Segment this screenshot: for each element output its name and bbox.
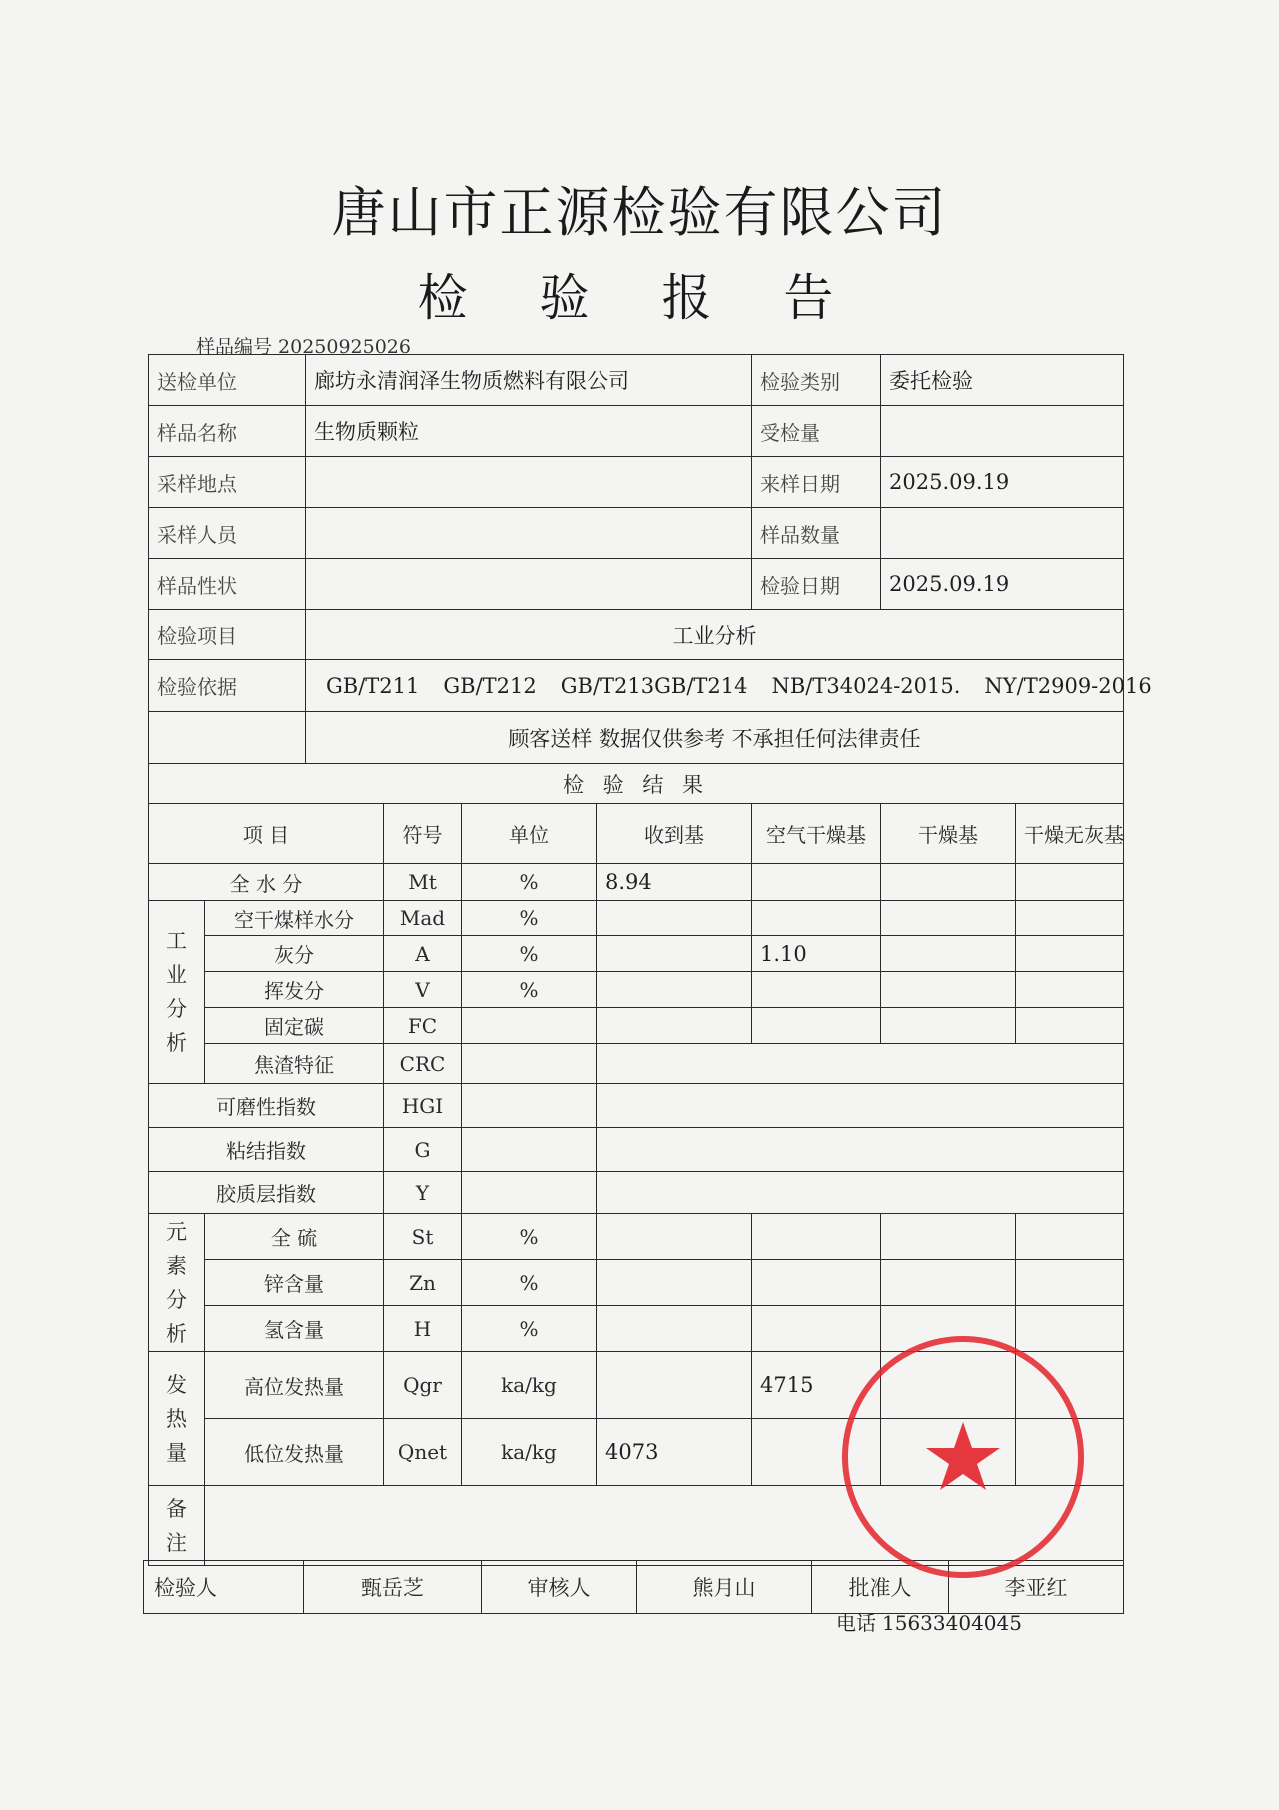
result-symbol: H: [384, 1306, 462, 1352]
result-unit: ka/kg: [462, 1419, 597, 1486]
location-label: 采样地点: [149, 457, 306, 508]
test-date-value: 2025.09.19: [881, 559, 1124, 610]
result-span-value: [597, 1128, 1124, 1172]
info-row-sample-name: [149, 406, 1124, 457]
col-header-dry: 干燥基: [881, 804, 1016, 864]
result-unit: %: [462, 1260, 597, 1306]
result-name: 挥发分: [205, 972, 384, 1008]
result-name: 全 水 分: [149, 864, 384, 901]
result-row: [149, 936, 1124, 972]
result-air-dried: [752, 972, 881, 1008]
result-unit: [462, 1172, 597, 1214]
location-value: [306, 457, 752, 508]
official-seal: [836, 1330, 1090, 1584]
result-symbol: HGI: [384, 1084, 462, 1128]
result-dry-ash-free: [1016, 1260, 1124, 1306]
result-symbol: Y: [384, 1172, 462, 1214]
result-air-dried: [752, 901, 881, 936]
result-unit: %: [462, 972, 597, 1008]
sampler-value: [306, 508, 752, 559]
result-dry-ash-free: [1016, 972, 1124, 1008]
item-value: 工业分析: [306, 610, 1124, 660]
col-header-air-dried: 空气干燥基: [752, 804, 881, 864]
result-air-dried: [752, 864, 881, 901]
result-air-dried: [752, 1214, 881, 1260]
result-symbol: A: [384, 936, 462, 972]
result-row: [149, 972, 1124, 1008]
property-label: 样品性状: [149, 559, 306, 610]
result-unit: [462, 1084, 597, 1128]
result-name: 胶质层指数: [149, 1172, 384, 1214]
col-header-symbol: 符号: [384, 804, 462, 864]
arrival-date-value: 2025.09.19: [881, 457, 1124, 508]
sample-number-value: 20250925026: [278, 336, 411, 358]
result-unit: %: [462, 1306, 597, 1352]
group-label-heat: 发热量: [149, 1352, 205, 1486]
company-name: 唐山市正源检验有限公司: [331, 181, 948, 244]
result-as-received: [597, 1260, 752, 1306]
result-air-dried: 1.10: [752, 936, 881, 972]
result-name: 灰分: [205, 936, 384, 972]
property-value: [306, 559, 752, 610]
result-air-dried: [752, 1008, 881, 1044]
phone-number: 15633404045: [882, 1611, 1022, 1635]
basis-standard: GB/T211: [326, 673, 420, 698]
quantity-label: 受检量: [752, 406, 881, 457]
result-as-received: [597, 1008, 752, 1044]
result-air-dried: 4715: [752, 1352, 881, 1419]
group-label-industrial: 工业分析: [149, 901, 205, 1084]
category-label: 检验类别: [752, 355, 881, 406]
phone-label: 电话: [836, 1611, 876, 1635]
test-date-label: 检验日期: [752, 559, 881, 610]
result-dry: [881, 936, 1016, 972]
group-label-element: 元素分析: [149, 1214, 205, 1352]
info-row-submitter: [149, 355, 1124, 406]
result-span-value: [597, 1044, 1124, 1084]
result-row: [149, 1044, 1124, 1084]
arrival-date-label: 来样日期: [752, 457, 881, 508]
result-symbol: Qgr: [384, 1352, 462, 1419]
result-row: [149, 901, 1124, 936]
result-dry-ash-free: [1016, 864, 1124, 901]
disclaimer: 顾客送样 数据仅供参考 不承担任何法律责任: [306, 712, 1124, 764]
result-unit: %: [462, 901, 597, 936]
result-name: 空干煤样水分: [205, 901, 384, 936]
result-as-received: [597, 1306, 752, 1352]
result-row: [149, 1128, 1124, 1172]
result-row: [149, 1260, 1124, 1306]
result-row: [149, 864, 1124, 901]
result-unit: %: [462, 1214, 597, 1260]
result-as-received: [597, 936, 752, 972]
result-unit: [462, 1128, 597, 1172]
approver-name: 李亚红: [949, 1561, 1124, 1614]
result-symbol: St: [384, 1214, 462, 1260]
result-span-value: [597, 1172, 1124, 1214]
result-dry: [881, 1260, 1016, 1306]
result-dry: [881, 1008, 1016, 1044]
result-name: 可磨性指数: [149, 1084, 384, 1128]
result-as-received: [597, 1214, 752, 1260]
result-dry-ash-free: [1016, 936, 1124, 972]
result-name: 粘结指数: [149, 1128, 384, 1172]
quantity-value: [881, 406, 1124, 457]
info-row-basis: [149, 660, 1124, 712]
submitter-label: 送检单位: [149, 355, 306, 406]
result-row: [149, 1084, 1124, 1128]
result-row: [149, 1214, 1124, 1260]
result-row: [149, 1008, 1124, 1044]
result-symbol: V: [384, 972, 462, 1008]
disclaimer-spacer: [149, 712, 306, 764]
basis-standard: NY/T2909-2016: [984, 673, 1152, 698]
sample-name-label: 样品名称: [149, 406, 306, 457]
result-symbol: Mad: [384, 901, 462, 936]
sample-count-value: [881, 508, 1124, 559]
item-label: 检验项目: [149, 610, 306, 660]
result-dry-ash-free: [1016, 1214, 1124, 1260]
result-as-received: [597, 1352, 752, 1419]
result-row: [149, 1172, 1124, 1214]
result-unit: ka/kg: [462, 1352, 597, 1419]
result-span-value: [597, 1084, 1124, 1128]
result-dry: [881, 1214, 1016, 1260]
result-symbol: CRC: [384, 1044, 462, 1084]
result-as-received: 4073: [597, 1419, 752, 1486]
result-name: 锌含量: [205, 1260, 384, 1306]
result-as-received: 8.94: [597, 864, 752, 901]
seal-star-icon: [926, 1422, 1000, 1490]
result-name: 全 硫: [205, 1214, 384, 1260]
phone: [836, 1607, 1028, 1636]
info-row-disclaimer: [149, 712, 1124, 764]
results-title: 检 验 结 果: [149, 764, 1124, 804]
result-name: 焦渣特征: [205, 1044, 384, 1084]
basis-value: [306, 660, 1152, 712]
result-air-dried: [752, 1260, 881, 1306]
basis-standard: GB/T212: [443, 673, 537, 698]
result-dry: [881, 901, 1016, 936]
results-header-row: [149, 804, 1124, 864]
category-value: 委托检验: [881, 355, 1124, 406]
inspector-label: 检验人: [144, 1561, 304, 1614]
reviewer-label: 审核人: [482, 1561, 637, 1614]
sample-name-value: 生物质颗粒: [306, 406, 752, 457]
submitter-value: 廊坊永清润泽生物质燃料有限公司: [306, 355, 752, 406]
info-row-item: [149, 610, 1124, 660]
result-symbol: G: [384, 1128, 462, 1172]
result-dry-ash-free: [1016, 1008, 1124, 1044]
result-unit: %: [462, 864, 597, 901]
result-as-received: [597, 901, 752, 936]
result-symbol: Zn: [384, 1260, 462, 1306]
basis-standard: NB/T34024-2015.: [771, 673, 961, 698]
result-name: 低位发热量: [205, 1419, 384, 1486]
result-name: 高位发热量: [205, 1352, 384, 1419]
result-dry: [881, 972, 1016, 1008]
result-dry: [881, 864, 1016, 901]
report-title: 检 验 报 告: [417, 269, 862, 327]
sample-number-label: 样品编号: [196, 336, 273, 358]
reviewer-name: 熊月山: [637, 1561, 812, 1614]
sample-count-label: 样品数量: [752, 508, 881, 559]
result-name: 氢含量: [205, 1306, 384, 1352]
approver-label: 批准人: [812, 1561, 949, 1614]
result-unit: [462, 1008, 597, 1044]
result-unit: %: [462, 936, 597, 972]
col-header-as-received: 收到基: [597, 804, 752, 864]
results-title-row: [149, 764, 1124, 804]
col-header-unit: 单位: [462, 804, 597, 864]
col-header-item: 项 目: [149, 804, 384, 864]
sampler-label: 采样人员: [149, 508, 306, 559]
result-unit: [462, 1044, 597, 1084]
result-symbol: Qnet: [384, 1419, 462, 1486]
col-header-dry-ash-free: 干燥无灰基: [1016, 804, 1124, 864]
result-name: 固定碳: [205, 1008, 384, 1044]
result-dry-ash-free: [1016, 901, 1124, 936]
remark-label: 备注: [149, 1486, 205, 1566]
info-row-sampler: [149, 508, 1124, 559]
result-symbol: FC: [384, 1008, 462, 1044]
result-symbol: Mt: [384, 864, 462, 901]
inspector-name: 甄岳芝: [304, 1561, 482, 1614]
basis-standard: GB/T213GB/T214: [560, 673, 748, 698]
result-as-received: [597, 972, 752, 1008]
basis-label: 检验依据: [149, 660, 306, 712]
info-row-property: [149, 559, 1124, 610]
info-row-location: [149, 457, 1124, 508]
